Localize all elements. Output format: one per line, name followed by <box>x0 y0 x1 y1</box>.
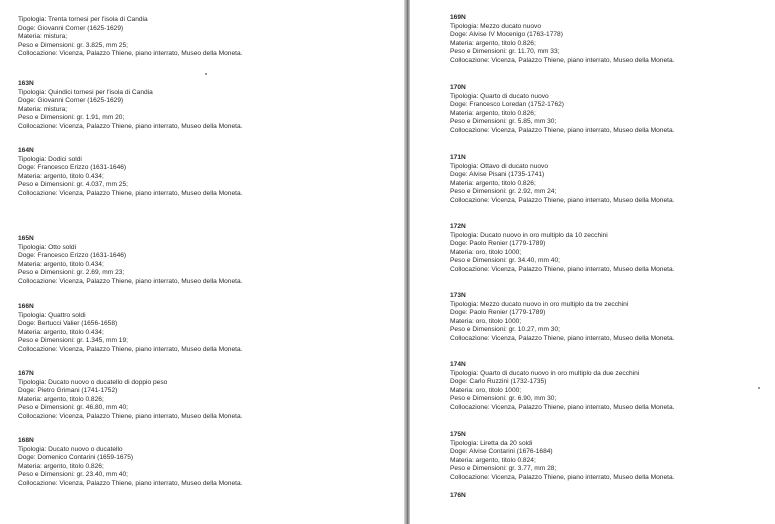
entry-line: Tipologia: Mezzo ducato nuovo in oro multiplo da tre zecchini <box>450 300 629 308</box>
entry-code: 175N <box>450 431 466 438</box>
entry-code: 174N <box>450 361 466 368</box>
entry-code: 170N <box>450 84 466 91</box>
entry-line: Materia: mistura; <box>18 105 68 113</box>
catalog-entry <box>18 16 242 59</box>
entry-code: 169N <box>450 14 466 21</box>
entry-line: Peso e Dimensioni: gr. 3.77, mm 28; <box>450 465 557 473</box>
catalog-entry <box>450 223 674 275</box>
entry-code: 176N <box>450 492 466 499</box>
entry-code: 167N <box>18 370 34 377</box>
catalog-entry <box>450 14 674 66</box>
entry-line: Tipologia: Quattro soldi <box>18 311 86 319</box>
entry-line: Peso e Dimensioni: gr. 2.92, mm 24; <box>450 188 557 196</box>
entry-line: Tipologia: Mezzo ducato nuovo <box>450 22 542 30</box>
catalog-entry <box>450 492 466 501</box>
entry-line: Doge: Alvise Contarini (1676-1684) <box>450 448 553 456</box>
entry-line: Collocazione: Vicenza, Palazzo Thiene, piano interrato, Museo della Moneta. <box>450 56 675 64</box>
entry-line: Peso e Dimensioni: gr. 10.27, mm 30; <box>450 326 560 334</box>
entry-line: Peso e Dimensioni: gr. 6.90, mm 30; <box>450 395 557 403</box>
entry-line: Collocazione: Vicenza, Palazzo Thiene, piano interrato, Museo della Moneta. <box>18 277 243 285</box>
right-page <box>410 0 775 524</box>
entry-code: 164N <box>18 147 34 154</box>
catalog-entry <box>18 235 242 287</box>
catalog-entry <box>18 303 242 355</box>
entry-line: Doge: Francesco Erizzo (1631-1646) <box>18 164 127 172</box>
entry-code: 166N <box>18 303 34 310</box>
entry-line: Doge: Giovanni Corner (1625-1629) <box>18 97 124 105</box>
paper-speck <box>205 73 207 75</box>
entry-line: Tipologia: Quarto di ducato nuovo <box>450 92 549 100</box>
entry-line: Doge: Alvise IV Mocenigo (1763-1778) <box>450 31 563 39</box>
entry-line: Materia: argento, titolo 0.434; <box>18 172 104 180</box>
entry-line: Peso e Dimensioni: gr. 1.345, mm 19; <box>18 337 128 345</box>
entry-line: Collocazione: Vicenza, Palazzo Thiene, piano interrato, Museo della Moneta. <box>450 403 675 411</box>
entry-line: Doge: Paolo Renier (1779-1789) <box>450 309 546 317</box>
entry-line: Tipologia: Ducato nuovo o ducatello di doppio peso <box>18 378 168 386</box>
paper-speck <box>758 387 760 389</box>
entry-line: Tipologia: Ducato nuovo in oro multiplo da 10 zecchini <box>450 231 608 239</box>
entry-line: Peso e Dimensioni: gr. 11.70, mm 33; <box>450 48 560 56</box>
catalog-entry <box>18 147 242 199</box>
entry-line: Tipologia: Quindici tornesi per l'isola di Candia <box>18 88 153 96</box>
entry-line: Tipologia: Dodici soldi <box>18 155 82 163</box>
entry-line: Doge: Bertucci Valier (1656-1658) <box>18 320 118 328</box>
entry-line: Tipologia: Otto soldi <box>18 243 77 251</box>
entry-code: 171N <box>450 154 466 161</box>
entry-line: Peso e Dimensioni: gr. 3.825, mm 25; <box>18 41 128 49</box>
entry-code: 165N <box>18 235 34 242</box>
entry-line: Peso e Dimensioni: gr. 23.40, mm 40; <box>18 471 128 479</box>
entry-line: Materia: argento, titolo 0.826; <box>450 179 536 187</box>
entry-line: Collocazione: Vicenza, Palazzo Thiene, piano interrato, Museo della Moneta. <box>450 265 675 273</box>
entry-line: Collocazione: Vicenza, Palazzo Thiene, piano interrato, Museo della Moneta. <box>450 196 675 204</box>
entry-line: Tipologia: Trenta tornesi per l'isola di Candia <box>18 16 148 23</box>
entry-line: Doge: Carlo Ruzzini (1732-1735) <box>450 378 547 386</box>
entry-line: Collocazione: Vicenza, Palazzo Thiene, piano interrato, Museo della Moneta. <box>18 189 243 197</box>
entry-line: Materia: oro, titolo 1000; <box>450 248 522 256</box>
entry-line: Peso e Dimensioni: gr. 46.80, mm 40; <box>18 404 128 412</box>
entry-line: Materia: argento, titolo 0.826; <box>18 462 104 470</box>
entry-code: 168N <box>18 437 34 444</box>
catalog-entry <box>450 84 674 136</box>
entry-line: Peso e Dimensioni: gr. 4.037, mm 25; <box>18 181 128 189</box>
catalog-entry <box>18 370 242 422</box>
entry-line: Collocazione: Vicenza, Palazzo Thiene, piano interrato, Museo della Moneta. <box>450 334 675 342</box>
entry-line: Collocazione: Vicenza, Palazzo Thiene, piano interrato, Museo della Moneta. <box>450 126 675 134</box>
entry-line: Materia: argento, titolo 0.826; <box>450 109 536 117</box>
entry-line: Peso e Dimensioni: gr. 34.40, mm 40; <box>450 257 560 265</box>
entry-line: Tipologia: Liretta da 20 soldi <box>450 439 533 447</box>
catalog-entry <box>450 431 674 483</box>
entry-line: Doge: Giovanni Corner (1625-1629) <box>18 24 124 32</box>
entry-line: Materia: argento, titolo 0.826; <box>450 39 536 47</box>
entry-line: Doge: Pietro Grimani (1741-1752) <box>18 387 118 395</box>
entry-line: Doge: Francesco Loredan (1752-1762) <box>450 101 564 109</box>
entry-line: Materia: argento, titolo 0.434; <box>18 328 104 336</box>
entry-line: Doge: Francesco Erizzo (1631-1646) <box>18 252 127 260</box>
catalog-entry <box>18 80 242 132</box>
entry-line: Tipologia: Ottavo di ducato nuovo <box>450 162 548 170</box>
entry-line: Peso e Dimensioni: gr. 2.69, mm 23; <box>18 269 125 277</box>
entry-line: Peso e Dimensioni: gr. 1.91, mm 20; <box>18 114 125 122</box>
entry-line: Tipologia: Quarto di ducato nuovo in oro multiplo da due zecchini <box>450 369 640 377</box>
entry-line: Doge: Alvise Pisani (1735-1741) <box>450 171 545 179</box>
entry-line: Materia: argento, titolo 0.826; <box>18 395 104 403</box>
entry-line: Materia: mistura; <box>18 33 68 41</box>
entry-line: Materia: oro, titolo 1000; <box>450 317 522 325</box>
entry-code: 163N <box>18 80 34 87</box>
catalog-entry <box>450 361 674 413</box>
catalog-entry <box>450 292 674 344</box>
entry-line: Collocazione: Vicenza, Palazzo Thiene, piano interrato, Museo della Moneta. <box>18 412 243 420</box>
entry-line: Collocazione: Vicenza, Palazzo Thiene, piano interrato, Museo della Moneta. <box>18 50 243 58</box>
entry-line: Collocazione: Vicenza, Palazzo Thiene, piano interrato, Museo della Moneta. <box>450 473 675 481</box>
entry-line: Tipologia: Ducato nuovo o ducatello <box>18 445 123 453</box>
entry-code: 173N <box>450 292 466 299</box>
entry-code: 172N <box>450 223 466 230</box>
entry-line: Collocazione: Vicenza, Palazzo Thiene, piano interrato, Museo della Moneta. <box>18 479 243 487</box>
entry-line: Collocazione: Vicenza, Palazzo Thiene, piano interrato, Museo della Moneta. <box>18 122 243 130</box>
entry-line: Doge: Domenico Contarini (1659-1675) <box>18 454 134 462</box>
entry-line: Materia: argento, titolo 0.434; <box>18 260 104 268</box>
entry-line: Materia: argento, titolo 0.824; <box>450 456 536 464</box>
entry-line: Collocazione: Vicenza, Palazzo Thiene, piano interrato, Museo della Moneta. <box>18 345 243 353</box>
entry-line: Materia: oro, titolo 1000; <box>450 386 522 394</box>
catalog-entry <box>18 437 242 489</box>
catalog-entry <box>450 154 674 206</box>
entry-line: Doge: Paolo Renier (1779-1789) <box>450 240 546 248</box>
entry-line: Peso e Dimensioni: gr. 5.85, mm 30; <box>450 118 557 126</box>
